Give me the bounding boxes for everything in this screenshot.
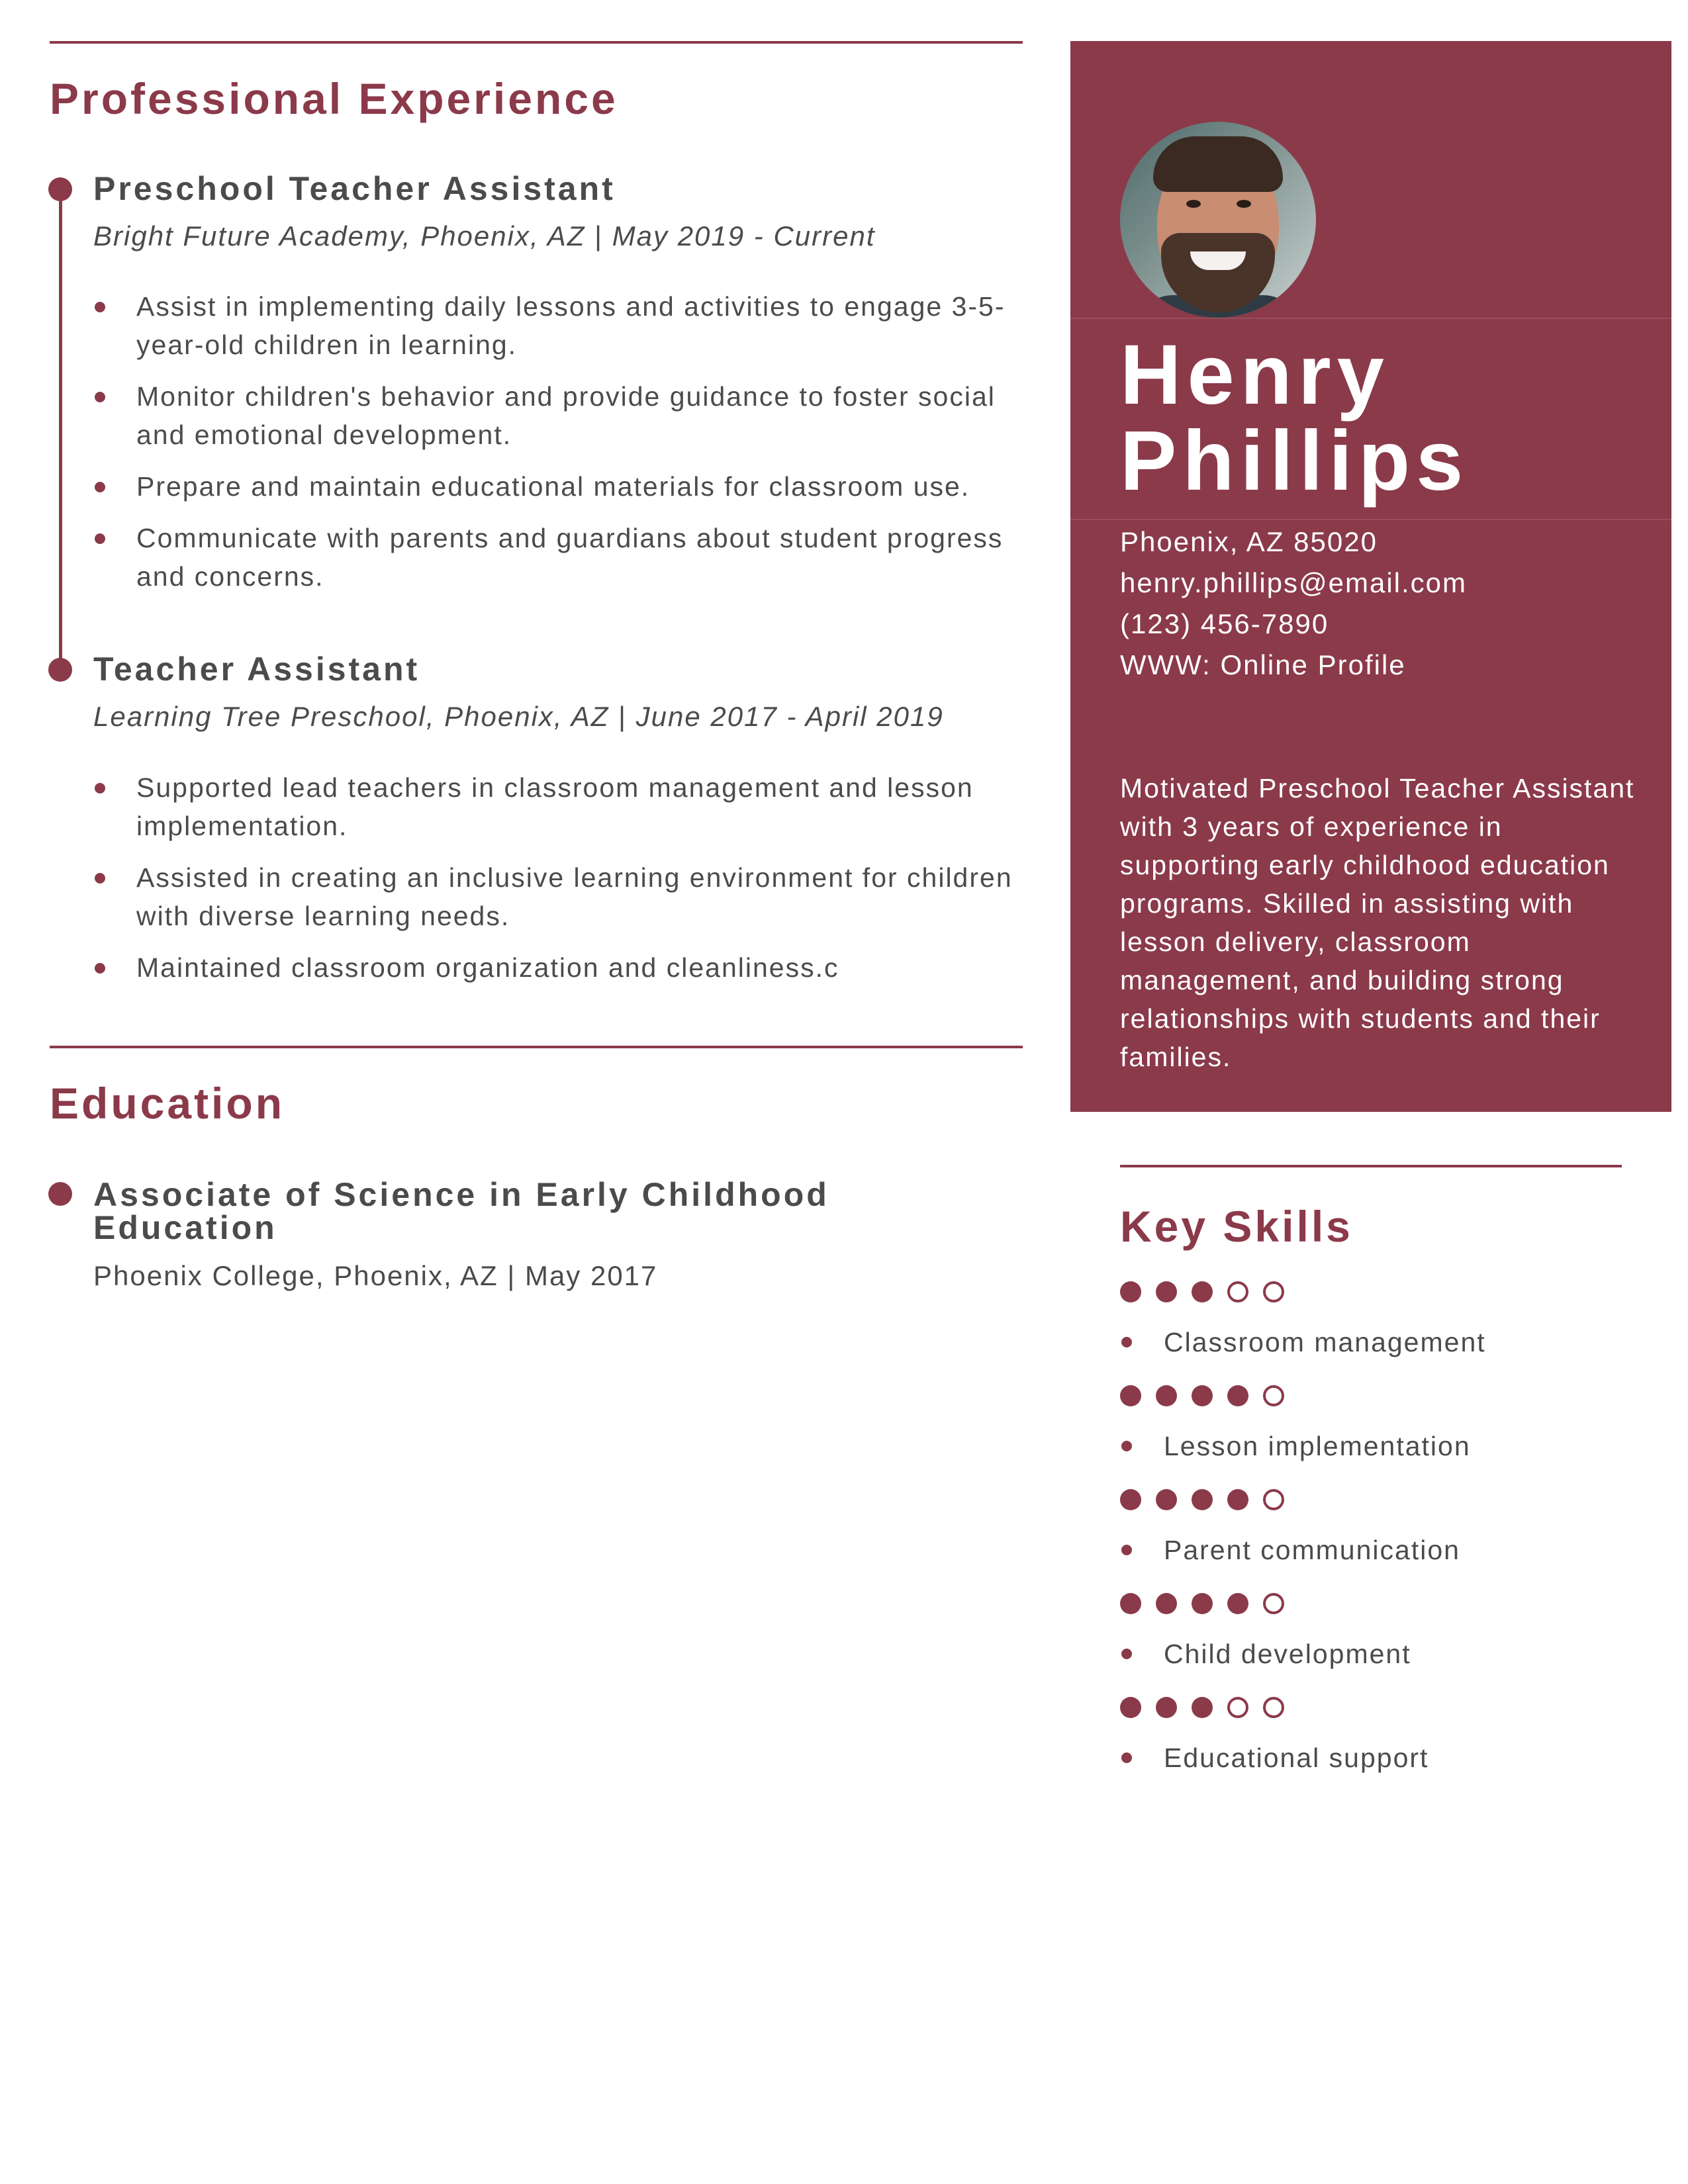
rating-dot-empty-icon — [1263, 1697, 1284, 1718]
list-item: Assisted in creating an inclusive learning environment for children with diverse learning needs. — [93, 858, 1023, 935]
job-entry — [50, 653, 1023, 986]
list-item: Monitor children's behavior and provide guidance to foster social and emotional development. — [93, 377, 1023, 454]
job-location: Phoenix, AZ — [420, 220, 586, 251]
rating-dot-filled-icon — [1156, 1385, 1177, 1406]
bullet-icon — [95, 963, 105, 974]
profile-sidebar — [1070, 41, 1671, 1112]
skill-name: Educational support — [1120, 1743, 1622, 1773]
rating-dot-filled-icon — [1156, 1593, 1177, 1614]
rating-dot-filled-icon — [1120, 1489, 1141, 1510]
timeline-dot — [48, 658, 72, 682]
experience-section — [50, 41, 1023, 987]
list-item: Communicate with parents and guardians about student progress and concerns. — [93, 519, 1023, 596]
experience-title: Professional Experience — [50, 74, 618, 123]
profile-summary: Motivated Preschool Teacher Assistant with 3 years of experience in supporting early childhood education programs. Skilled in assisting with lesson delivery, classroom management, and building strong relationships with students and their families. — [1120, 773, 1635, 1072]
meta-separator: | — [618, 701, 627, 733]
rating-dot-filled-icon — [1192, 1489, 1213, 1510]
section-divider — [50, 1046, 1023, 1048]
timeline-dot — [48, 1182, 72, 1206]
rating-dot-empty-icon — [1263, 1385, 1284, 1406]
rating-dot-filled-icon — [1192, 1281, 1213, 1302]
bullet-icon — [1121, 1649, 1132, 1659]
section-divider — [50, 41, 1023, 44]
job-bullets — [93, 768, 1023, 987]
education-title: Education — [50, 1079, 285, 1128]
contact-info — [1120, 522, 1467, 686]
phone-number: (123) 456-7890 — [1120, 608, 1329, 639]
job-meta: Bright Future Academy, Phoenix, AZ | May 2019 - Current — [93, 220, 876, 251]
rating-dot-filled-icon — [1227, 1489, 1248, 1510]
bullet-icon — [1121, 1337, 1132, 1347]
skill-item — [1120, 1489, 1622, 1565]
skill-rating — [1120, 1281, 1622, 1302]
rating-dot-filled-icon — [1120, 1281, 1141, 1302]
rating-dot-filled-icon — [1192, 1697, 1213, 1718]
skill-rating — [1120, 1385, 1622, 1406]
timeline-dot — [48, 177, 72, 201]
bullet-icon — [95, 783, 105, 794]
job-company: Bright Future Academy — [93, 220, 402, 251]
last-name: Phillips — [1120, 414, 1470, 508]
email-link[interactable]: henry.phillips@email.com — [1120, 567, 1468, 598]
job-company: Learning Tree Preschool — [93, 701, 426, 733]
rating-dot-empty-icon — [1263, 1489, 1284, 1510]
rating-dot-filled-icon — [1156, 1697, 1177, 1718]
candidate-name — [1120, 328, 1470, 508]
bullet-icon — [1121, 1441, 1132, 1451]
skill-item — [1120, 1385, 1622, 1461]
section-divider — [1120, 1165, 1622, 1167]
sidebar-divider — [1070, 519, 1671, 520]
skills-list — [1120, 1281, 1622, 1773]
education-degree: Associate of Science in Early Childhood Education — [93, 1176, 829, 1246]
website-link[interactable]: WWW: Online Profile — [1120, 649, 1406, 680]
job-bullets — [93, 287, 1023, 596]
rating-dot-filled-icon — [1156, 1489, 1177, 1510]
rating-dot-filled-icon — [1156, 1281, 1177, 1302]
skill-name: Lesson implementation — [1120, 1432, 1622, 1461]
education-school: Phoenix College — [93, 1260, 316, 1291]
address: Phoenix, AZ 85020 — [1120, 526, 1378, 557]
first-name: Henry — [1120, 328, 1390, 422]
bullet-icon — [95, 302, 105, 312]
rating-dot-empty-icon — [1227, 1281, 1248, 1302]
bullet-icon — [95, 392, 105, 402]
job-meta: Learning Tree Preschool, Phoenix, AZ | June 2017 - April 2019 — [93, 701, 944, 733]
education-entry — [50, 1178, 1023, 1292]
bullet-icon — [95, 533, 105, 544]
bullet-icon — [95, 873, 105, 884]
rating-dot-filled-icon — [1227, 1385, 1248, 1406]
job-title: Teacher Assistant — [93, 651, 420, 688]
job-dates: May 2019 - Current — [612, 220, 876, 251]
skill-rating — [1120, 1593, 1622, 1614]
rating-dot-filled-icon — [1120, 1697, 1141, 1718]
bullet-icon — [95, 482, 105, 492]
skill-rating — [1120, 1697, 1622, 1718]
list-item: Prepare and maintain educational materials for classroom use. — [93, 467, 1023, 506]
meta-separator: | — [507, 1260, 516, 1291]
rating-dot-filled-icon — [1120, 1385, 1141, 1406]
rating-dot-empty-icon — [1263, 1281, 1284, 1302]
rating-dot-filled-icon — [1192, 1593, 1213, 1614]
rating-dot-empty-icon — [1263, 1593, 1284, 1614]
list-item: Assist in implementing daily lessons and activities to engage 3-5-year-old children in learning. — [93, 287, 1023, 364]
skill-name: Classroom management — [1120, 1328, 1622, 1357]
skill-name: Child development — [1120, 1639, 1622, 1669]
skill-item — [1120, 1281, 1622, 1357]
job-location: Phoenix, AZ — [444, 701, 610, 733]
experience-list — [50, 172, 1023, 987]
rating-dot-empty-icon — [1227, 1697, 1248, 1718]
rating-dot-filled-icon — [1192, 1385, 1213, 1406]
skill-rating — [1120, 1489, 1622, 1510]
list-item: Maintained classroom organization and cleanliness.c — [93, 948, 1023, 987]
skill-item — [1120, 1697, 1622, 1773]
education-meta: Phoenix College, Phoenix, AZ | May 2017 — [93, 1260, 658, 1291]
skill-name: Parent communication — [1120, 1535, 1622, 1565]
skills-section — [1120, 1165, 1622, 1773]
list-item: Supported lead teachers in classroom management and lesson implementation. — [93, 768, 1023, 845]
education-location: Phoenix, AZ — [334, 1260, 498, 1291]
education-date: May 2017 — [524, 1260, 658, 1291]
rating-dot-filled-icon — [1120, 1593, 1141, 1614]
bullet-icon — [1121, 1752, 1132, 1763]
bullet-icon — [1121, 1545, 1132, 1555]
job-entry — [50, 172, 1023, 596]
skill-item — [1120, 1593, 1622, 1669]
job-title: Preschool Teacher Assistant — [93, 170, 616, 207]
meta-separator: | — [594, 220, 604, 251]
skills-title: Key Skills — [1120, 1202, 1353, 1251]
rating-dot-filled-icon — [1227, 1593, 1248, 1614]
sidebar-divider — [1070, 318, 1671, 319]
profile-photo — [1120, 122, 1316, 318]
job-dates: June 2017 - April 2019 — [635, 701, 944, 733]
education-section — [50, 1046, 1023, 1292]
